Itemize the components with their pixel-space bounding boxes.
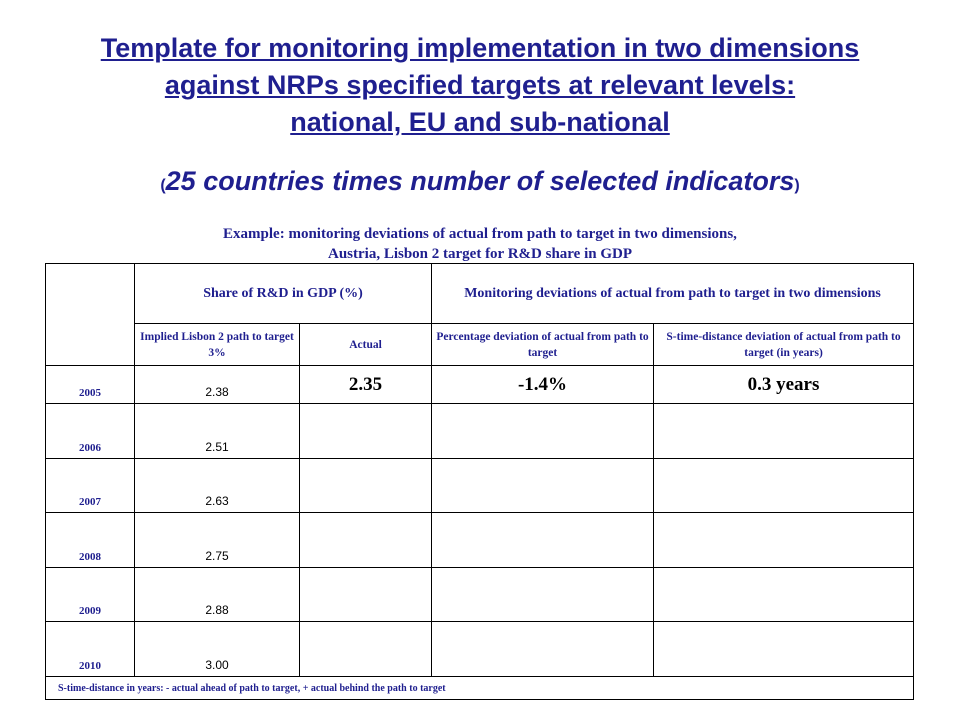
year-cell: 2009: [46, 568, 135, 622]
pct-dev-cell: [432, 404, 654, 459]
table-row: [46, 513, 914, 568]
header-pct-dev: Percentage deviation of actual from path to target: [432, 324, 654, 366]
target-cell: 2.38: [135, 366, 300, 404]
table-row: [46, 404, 914, 459]
subtitle-text: 25 countries times number of selected indicators: [165, 166, 795, 196]
pct-dev-cell: [432, 568, 654, 622]
table-row: [46, 366, 914, 404]
header-row-1: [46, 264, 914, 324]
year-cell: 2006: [46, 404, 135, 459]
actual-cell: [300, 513, 432, 568]
pct-dev-cell: [432, 513, 654, 568]
stime-dev-cell: [654, 404, 914, 459]
year-cell: 2008: [46, 513, 135, 568]
header-row-2: [46, 324, 914, 366]
subtitle: [0, 166, 960, 197]
header-monitoring: Monitoring deviations of actual from path to target in two dimensions: [432, 264, 914, 324]
subtitle-close-paren: ): [794, 177, 800, 194]
actual-cell: [300, 568, 432, 622]
example-line-2: Austria, Lisbon 2 target for R&D share in GDP: [327, 246, 633, 262]
year-cell: 2005: [46, 366, 135, 404]
title-line-3: national, EU and sub-national: [290, 107, 670, 137]
subtitle-open-paren: (: [160, 177, 166, 194]
stime-dev-cell: [654, 513, 914, 568]
example-caption: [0, 224, 960, 264]
monitoring-table: [45, 263, 914, 700]
title-line-1: Template for monitoring implementation in two dimensions: [100, 33, 860, 63]
year-cell: 2010: [46, 622, 135, 677]
target-cell: 3.00: [135, 622, 300, 677]
target-cell: 2.88: [135, 568, 300, 622]
footer-row: [46, 677, 914, 700]
pct-dev-cell: [432, 459, 654, 513]
actual-cell: [300, 622, 432, 677]
pct-dev-cell: [432, 622, 654, 677]
pct-dev-cell: -1.4%: [432, 366, 654, 404]
table-row: [46, 622, 914, 677]
target-cell: 2.75: [135, 513, 300, 568]
header-stime-dev: S-time-distance deviation of actual from path to target (in years): [654, 324, 914, 366]
header-empty-cell: [46, 264, 135, 366]
actual-cell: 2.35: [300, 366, 432, 404]
target-cell: 2.63: [135, 459, 300, 513]
header-implied: Implied Lisbon 2 path to target 3%: [135, 324, 300, 366]
stime-dev-cell: [654, 568, 914, 622]
stime-dev-cell: [654, 622, 914, 677]
year-cell: 2007: [46, 459, 135, 513]
example-line-1: Example: monitoring deviations of actual from path to target in two dimensions,: [223, 226, 737, 242]
actual-cell: [300, 459, 432, 513]
page-title: [0, 30, 960, 141]
header-actual: Actual: [300, 324, 432, 366]
stime-dev-cell: 0.3 years: [654, 366, 914, 404]
actual-cell: [300, 404, 432, 459]
header-share: Share of R&D in GDP (%): [135, 264, 432, 324]
table-row: [46, 459, 914, 513]
footer-note: S-time-distance in years: - actual ahead of path to target, + actual behind the path to target: [46, 677, 914, 700]
target-cell: 2.51: [135, 404, 300, 459]
table-row: [46, 568, 914, 622]
stime-dev-cell: [654, 459, 914, 513]
title-line-2: against NRPs specified targets at relevant levels:: [164, 70, 796, 100]
